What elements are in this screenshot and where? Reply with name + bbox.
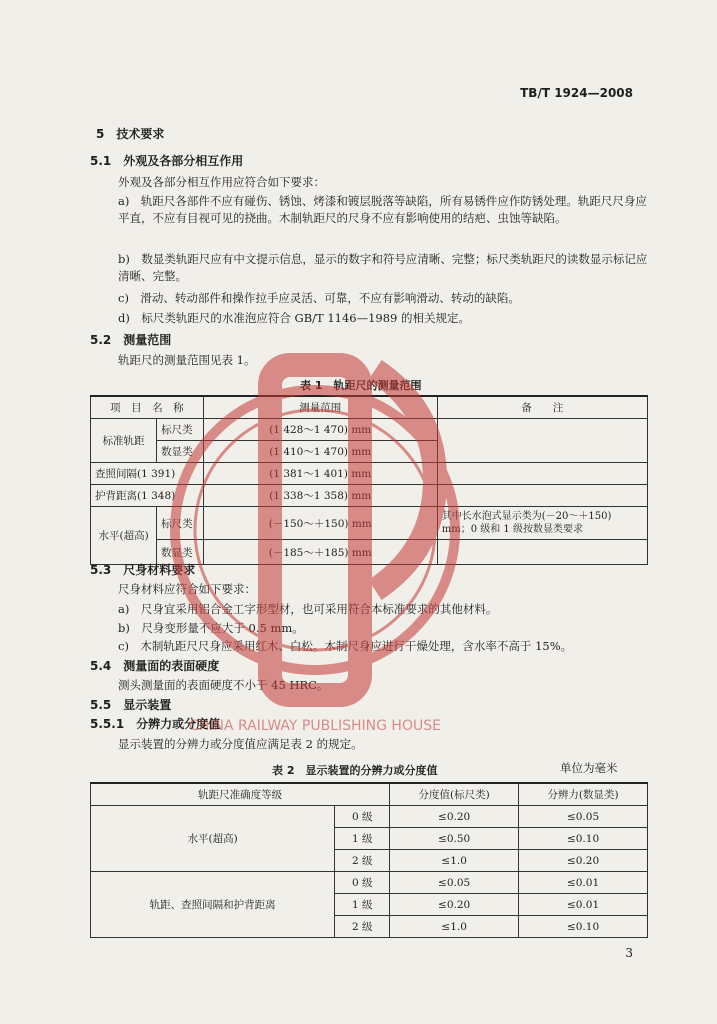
section-5-3-item-b: b) 尺身变形量不应大于 0.5 mm。 <box>118 621 304 635</box>
table-cell: 2 级 <box>335 850 390 872</box>
table-cell: 2 级 <box>335 916 390 938</box>
section-5-5-heading: 5.5 显示装置 <box>90 698 172 712</box>
table-cell: 0 级 <box>335 806 390 828</box>
section-5-1-item-b: b) 数显类轨距尺应有中文提示信息，显示的数字和符号应清晰、完整；标尺类轨距尺的读数显示标记应清晰、完整。 <box>118 252 648 283</box>
section-5-1-heading: 5.1 外观及各部分相互作用 <box>90 154 244 168</box>
table-header: 备 注 <box>437 396 647 419</box>
table-cell: (－185～＋185) mm <box>203 540 437 565</box>
table-cell: 0 级 <box>335 872 390 894</box>
table-cell: 轨距、查照间隔和护背距离 <box>91 872 335 938</box>
section-5-5-1-text: 显示装置的分辨力或分度值应满足表 2 的规定。 <box>118 737 363 751</box>
table-cell <box>437 540 647 565</box>
section-5-1-intro: 外观及各部分相互作用应符合如下要求： <box>118 175 325 189</box>
table-cell: ≤0.01 <box>519 872 648 894</box>
table-cell: 数显类 <box>157 540 204 565</box>
table-cell: 1 级 <box>335 828 390 850</box>
section-5-2-heading: 5.2 测量范围 <box>90 333 172 347</box>
table-cell: (1 381～1 401) mm <box>203 463 437 485</box>
table-cell <box>437 419 647 463</box>
table-cell: 其中长水泡式显示类为(－20～＋150) mm；0 级和 1 级按数显类要求 <box>437 507 647 540</box>
table-cell: 标尺类 <box>157 419 204 441</box>
table-cell: 1 级 <box>335 894 390 916</box>
table-cell: ≤0.50 <box>390 828 519 850</box>
table-cell: (－150～＋150) mm <box>203 507 437 540</box>
table-2-unit: 单位为毫米 <box>560 761 618 775</box>
table-cell: ≤0.20 <box>390 806 519 828</box>
table-cell: 水平(超高) <box>91 806 335 872</box>
table-cell: ≤1.0 <box>390 916 519 938</box>
table-cell: 水平(超高) <box>91 507 157 565</box>
table-1-caption: 表 1 轨距尺的测量范围 <box>300 379 422 392</box>
section-5-4-heading: 5.4 测量面的表面硬度 <box>90 659 220 673</box>
table-cell: 标准轨距 <box>91 419 157 463</box>
table-header: 分辨力(数显类) <box>519 783 648 806</box>
table-cell <box>437 463 647 485</box>
table-header: 分度值(标尺类) <box>390 783 519 806</box>
section-5-3-item-a: a) 尺身宜采用铝合金工字形型材，也可采用符合本标准要求的其他材料。 <box>118 602 498 616</box>
section-5-1-item-c: c) 滑动、转动部件和操作拉手应灵活、可靠，不应有影响滑动、转动的缺陷。 <box>118 291 520 305</box>
section-5-2-intro: 轨距尺的测量范围见表 1。 <box>118 353 256 367</box>
table-cell: 数显类 <box>157 441 204 463</box>
measurement-range-table <box>90 395 648 565</box>
page-number: 3 <box>625 946 633 960</box>
table-cell: ≤0.20 <box>519 850 648 872</box>
table-cell: ≤0.05 <box>519 806 648 828</box>
table-header: 轨距尺准确度等级 <box>91 783 390 806</box>
table-cell: ≤0.20 <box>390 894 519 916</box>
table-cell: (1 428～1 470) mm <box>203 419 437 441</box>
table-2-caption: 表 2 显示装置的分辨力或分度值 <box>272 764 438 777</box>
section-5-1-item-a: a) 轨距尺各部件不应有碰伤、锈蚀、烤漆和镀层脱落等缺陷，所有易锈件应作防锈处理。轨距尺尺身应平直，不应有目视可见的挠曲。木制轨距尺的尺身不应有影响使用的结疤、虫蚀等缺陷。 <box>118 194 647 225</box>
table-cell: 标尺类 <box>157 507 204 540</box>
table-cell: ≤0.10 <box>519 828 648 850</box>
table-cell: (1 338～1 358) mm <box>203 485 437 507</box>
table-cell: (1 410～1 470) mm <box>203 441 437 463</box>
section-5-3-item-c: c) 木制轨距尺尺身应采用红木、白松。木制尺身应进行干燥处理，含水率不高于 15%。 <box>118 639 573 653</box>
standard-code: TB/T 1924—2008 <box>520 86 633 100</box>
table-cell: ≤0.01 <box>519 894 648 916</box>
resolution-table <box>90 782 648 938</box>
section-5-5-1-heading: 5.5.1 分辨力或分度值 <box>90 717 221 731</box>
table-cell: ≤0.05 <box>390 872 519 894</box>
stamp-lettering: CHINA RAILWAY PUBLISHING HOUSE <box>189 718 441 734</box>
table-cell: ≤1.0 <box>390 850 519 872</box>
section-5-4-text: 测头测量面的表面硬度不小于 45 HRC。 <box>118 678 329 692</box>
section-5-1-item-d: d) 标尺类轨距尺的水准泡应符合 GB/T 1146—1989 的相关规定。 <box>118 311 471 325</box>
table-cell: ≤0.10 <box>519 916 648 938</box>
table-cell: 护背距离(1 348) <box>91 485 204 507</box>
section-5-3-heading: 5.3 尺身材料要求 <box>90 563 196 577</box>
table-cell <box>437 485 647 507</box>
section-5-heading: 5 技术要求 <box>96 127 165 141</box>
section-5-3-intro: 尺身材料应符合如下要求： <box>118 582 256 596</box>
table-cell: 查照间隔(1 391) <box>91 463 204 485</box>
table-header: 项 目 名 称 <box>91 396 204 419</box>
table-header: 测量范围 <box>203 396 437 419</box>
